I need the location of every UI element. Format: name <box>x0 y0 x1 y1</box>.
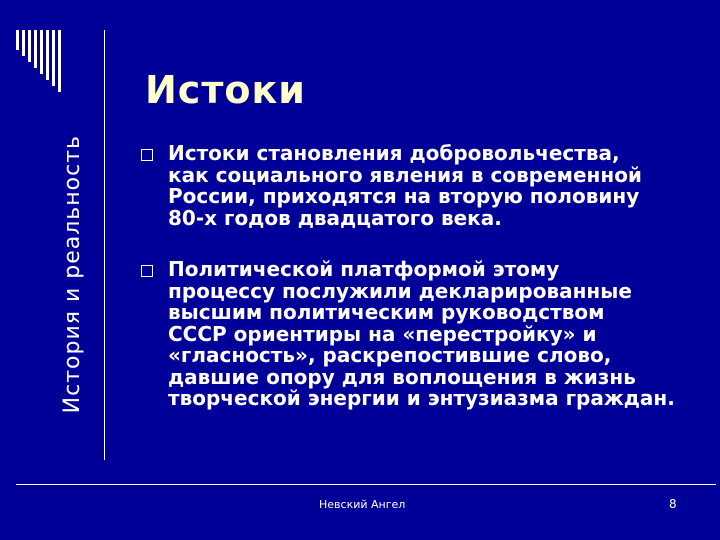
bullet-line: давшие опору для воплощения в жизнь <box>168 364 636 389</box>
bullet-list <box>138 143 698 410</box>
bullet-line: Истоки становления добровольчества, <box>168 141 620 165</box>
bullet-line: России, приходятся на вторую половину <box>168 184 640 208</box>
decorative-bar <box>52 30 55 86</box>
footer-author: Невский Ангел <box>319 498 406 511</box>
vertical-divider <box>104 30 105 460</box>
decorative-bars <box>16 30 61 92</box>
bullet-line: творческой энергии и энтузиазма граждан. <box>168 386 675 410</box>
bullet-line: Политической платформой этому <box>168 257 560 281</box>
bullet-line: как социального явления в современной <box>168 162 642 187</box>
slide-title: Истоки <box>145 68 306 112</box>
decorative-bar <box>58 30 61 92</box>
bullet-line: «гласность», раскрепостившие слово, <box>168 343 612 367</box>
page-number: 8 <box>669 497 677 511</box>
hollow-square-bullet-icon <box>141 149 153 161</box>
decorative-bar <box>28 30 31 62</box>
bullet-item <box>138 259 698 410</box>
decorative-bar <box>34 30 37 68</box>
bullet-line: 80-х годов двадцатого века. <box>168 205 502 230</box>
bullet-line: процессу послужили декларированные <box>168 278 632 303</box>
bullet-line: СССР ориентиры на «перестройку» и <box>168 321 597 346</box>
side-label: История и реальность <box>60 135 85 414</box>
bullet-line: высшим политическим руководством <box>168 300 605 324</box>
bullet-item <box>138 143 698 229</box>
decorative-bar <box>46 30 49 80</box>
footer-divider <box>16 484 716 485</box>
decorative-bar <box>22 30 25 56</box>
decorative-bar <box>16 30 19 50</box>
hollow-square-bullet-icon <box>141 265 153 277</box>
decorative-bar <box>40 30 43 74</box>
